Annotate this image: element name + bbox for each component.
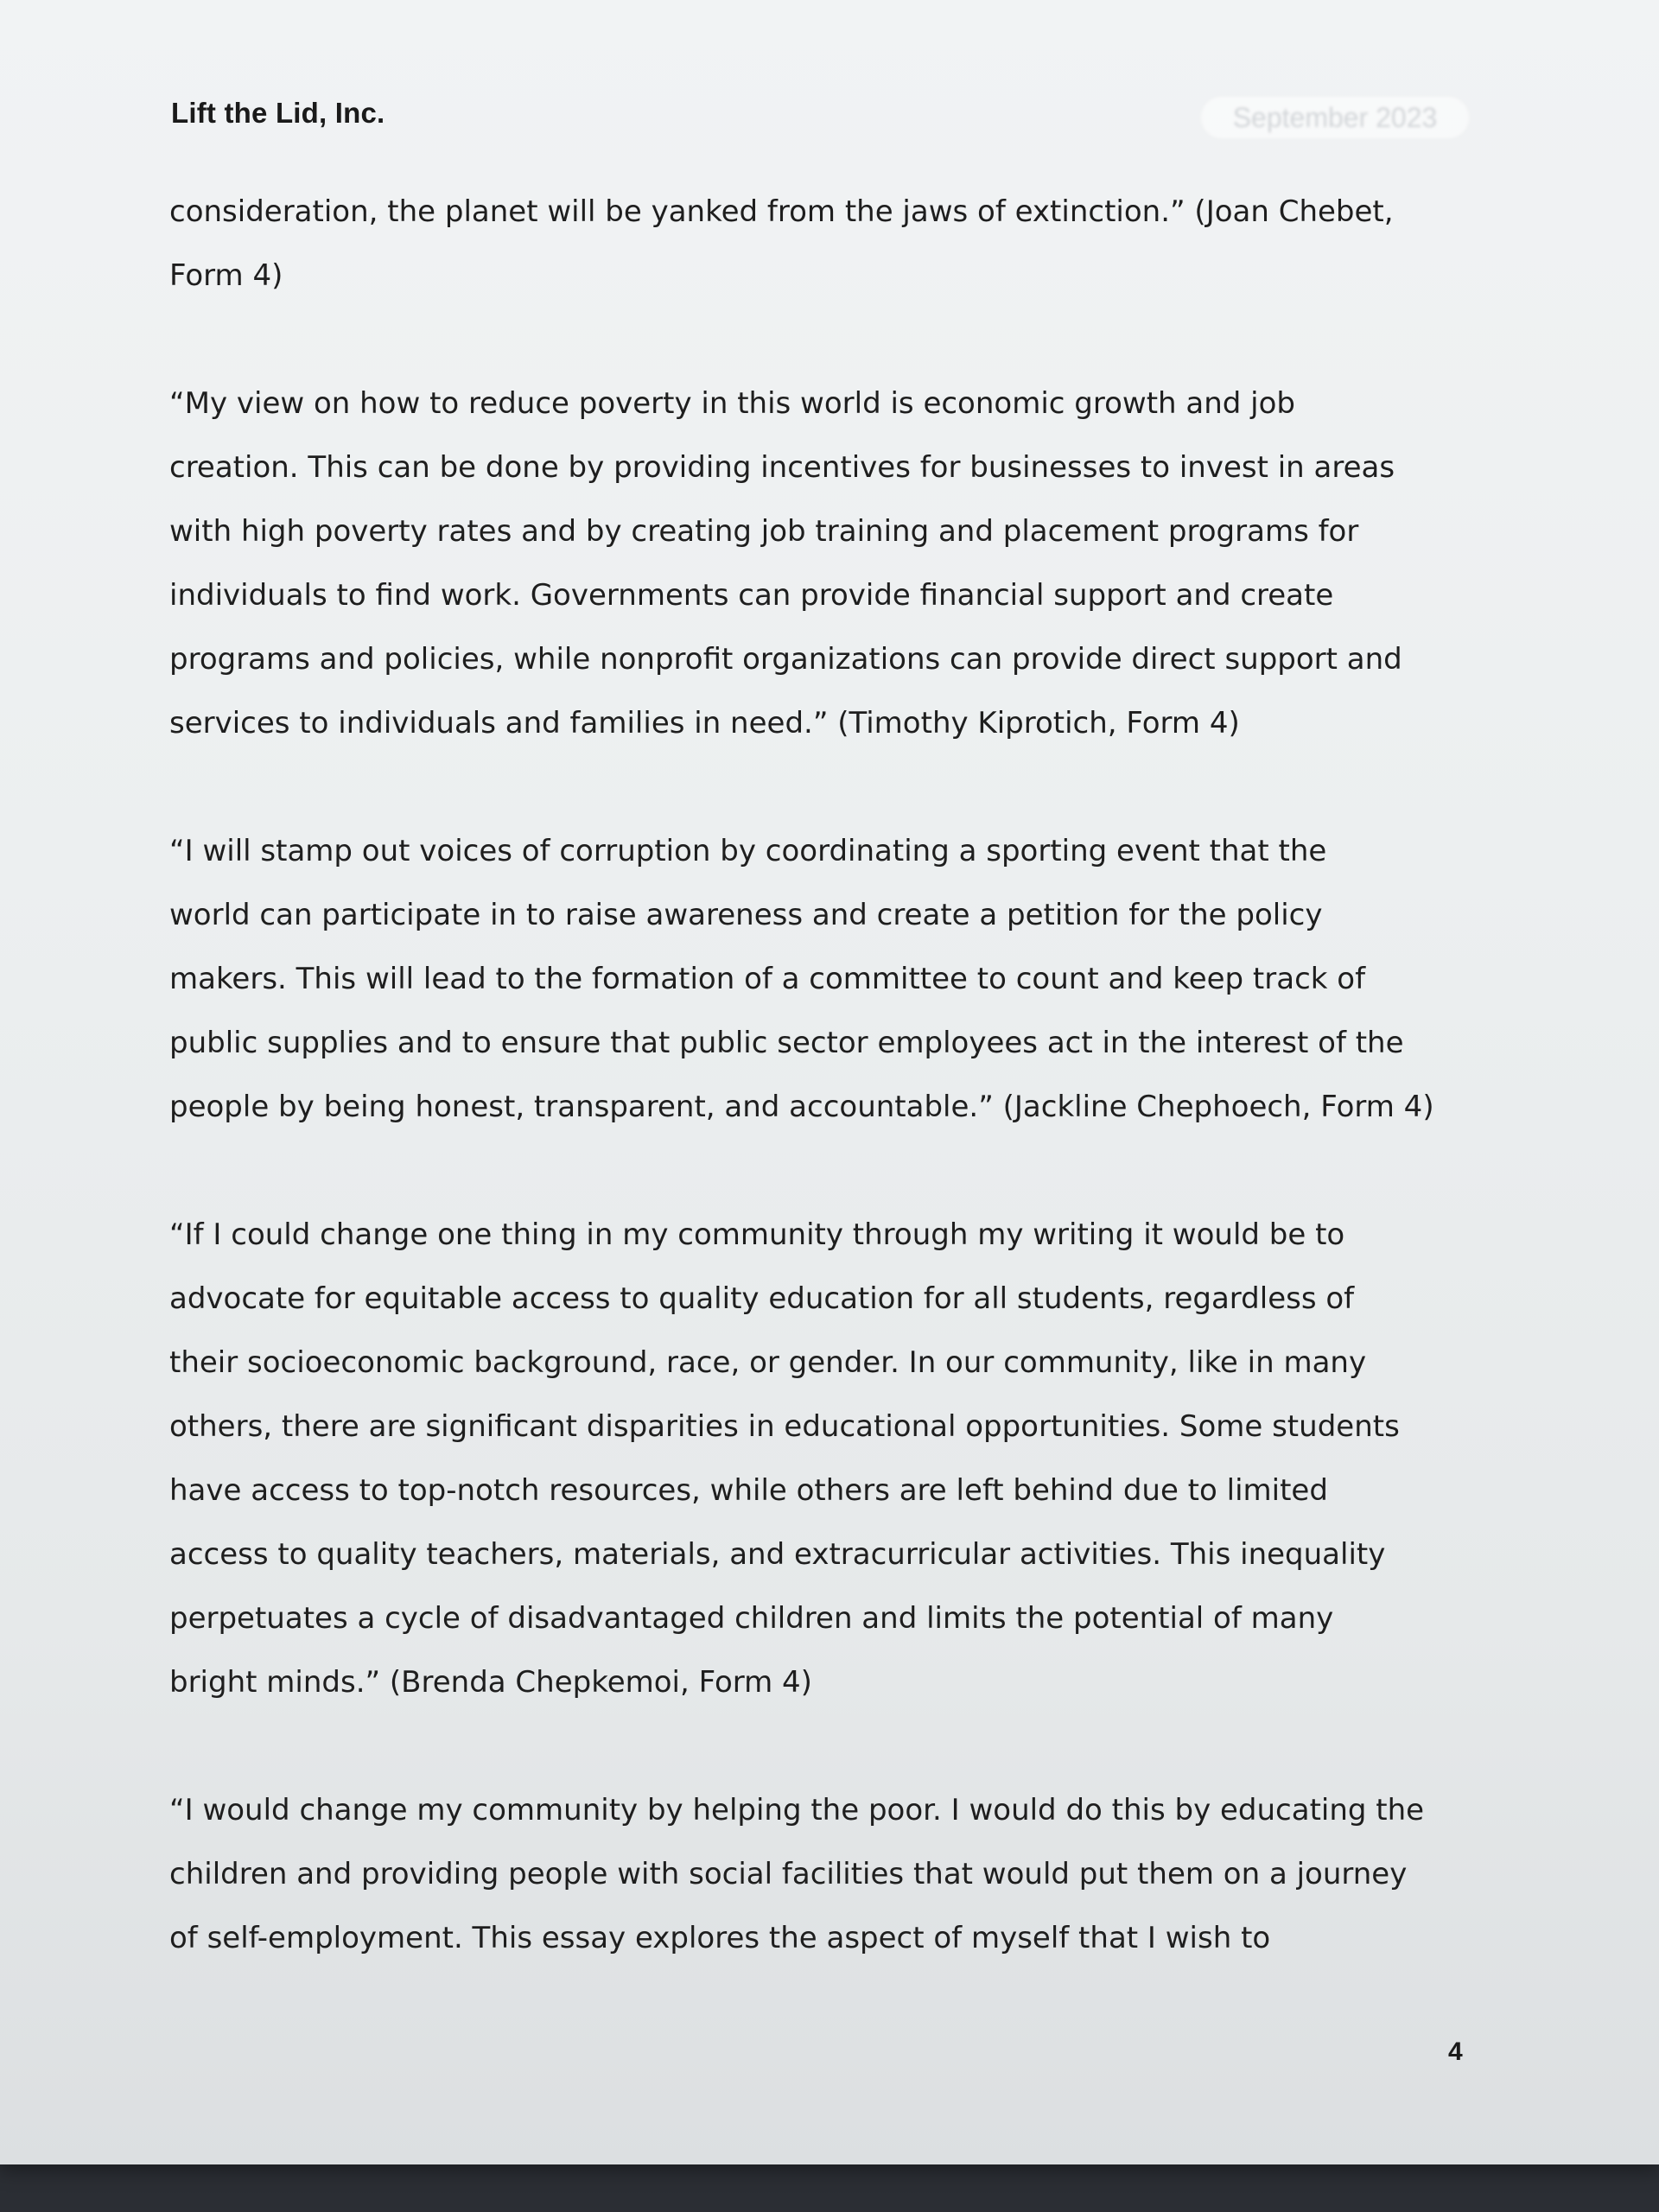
organization-header: Lift the Lid, Inc. — [171, 97, 385, 129]
quote-paragraph-brenda-chepkemoi: “If I could change one thing in my community through my writing it would be to advocate for equitable access to quality education for all students, regardless of their socioeconomic background, race, or gender. In our community, like in many others, there are significant disparities in educational opportunities. Some students have access to top-notch resources, while others are left behind due to limited access to quality teachers, materials, and extracurricular activities. This inequality perpetuates a cycle of disadvantaged children and limits the potential of many bright minds.” (Brenda Chepkemoi, Form 4) — [169, 1217, 1400, 1700]
quote-paragraph-joan-chebet: consideration, the planet will be yanked from the jaws of extinction.” (Joan Chebet, Form 4) — [169, 194, 1394, 293]
faded-date-stamp: September 2023 — [1201, 97, 1469, 138]
body-text — [169, 180, 1483, 1970]
quote-paragraph-jackline-chephoech: “I will stamp out voices of corruption by coordinating a sporting event that the world can participate in to raise awareness and create a petition for the policy makers. This will lead to the formation of a committee to count and keep track of public supplies and to ensure that public sector employees act in the interest of the people by being honest, transparent, and accountable.” (Jackline Chephoech, Form 4) — [169, 834, 1434, 1124]
quote-paragraph-timothy-kiprotich: “My view on how to reduce poverty in this world is economic growth and job creation. This can be done by providing incentives for businesses to invest in areas with high poverty rates and by creating job training and placement programs for individuals to find work. Governments can provide financial support and create programs and policies, while nonprofit organizations can provide direct support and services to individuals and families in need.” (Timothy Kiprotich, Form 4) — [169, 386, 1402, 741]
page-number: 4 — [1448, 2037, 1463, 2066]
quote-paragraph-helping-the-poor: “I would change my community by helping the poor. I would do this by educating the children and providing people with social facilities that would put them on a journey of self-employment. This essay explores the aspect of myself that I wish to — [169, 1793, 1425, 1955]
